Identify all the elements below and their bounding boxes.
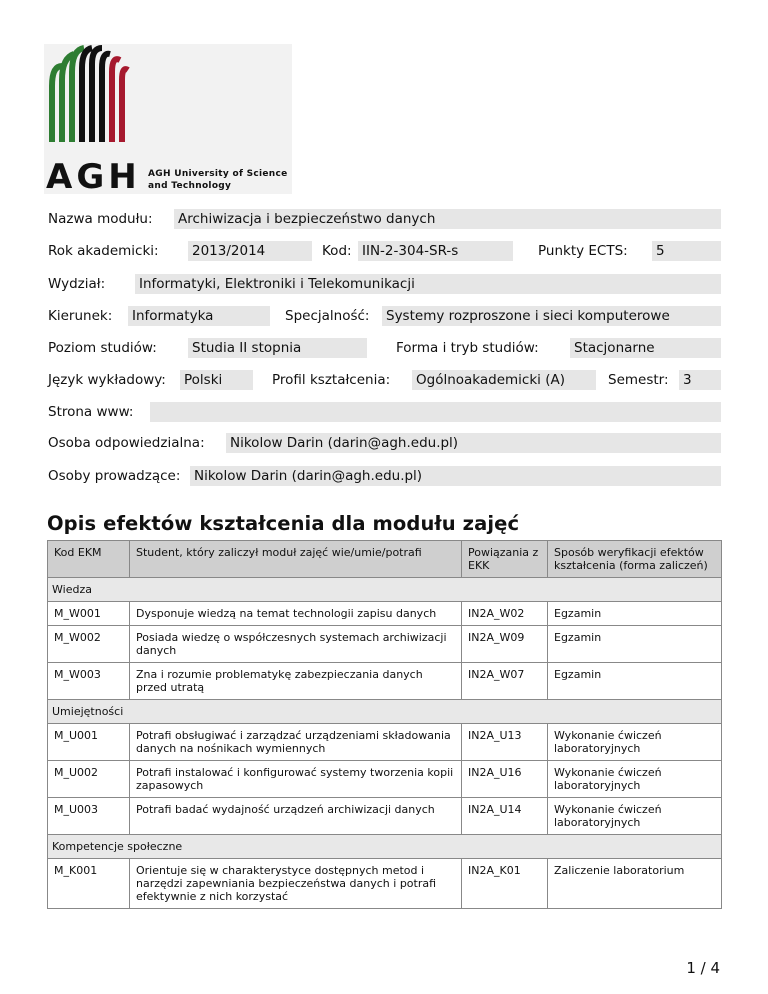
header-sposob: Sposób weryfikacji efektów kształcenia (forma zaliczeń) xyxy=(548,541,722,578)
cell-powiazania: IN2A_W09 xyxy=(462,626,548,663)
prowadzace-value: Nikolow Darin (darin@agh.edu.pl) xyxy=(190,466,721,486)
cell-kod: M_W001 xyxy=(48,602,130,626)
rok-label: Rok akademicki: xyxy=(48,243,159,259)
cell-powiazania: IN2A_U13 xyxy=(462,724,548,761)
wydzial-value: Informatyki, Elektroniki i Telekomunikacji xyxy=(135,274,721,294)
cell-opis: Orientuje się w charakterystyce dostępnych metod i narzędzi zapewniania bezpieczeństwa danych i potrafi efektywnie z nich korzystać xyxy=(130,859,462,909)
cell-opis: Potrafi obsługiwać i zarządzać urządzeniami składowania danych na nośnikach wymiennych xyxy=(130,724,462,761)
forma-label: Forma i tryb studiów: xyxy=(396,340,539,356)
table-row xyxy=(48,663,722,700)
effects-table xyxy=(47,540,722,909)
kierunek-label: Kierunek: xyxy=(48,308,113,324)
www-label: Strona www: xyxy=(48,404,134,420)
cell-kod: M_K001 xyxy=(48,859,130,909)
cell-kod: M_U003 xyxy=(48,798,130,835)
specjalnosc-label: Specjalność: xyxy=(285,308,370,324)
logo-mark xyxy=(52,48,128,142)
logo-abbr: AGH xyxy=(46,157,141,194)
logo-university-line1: AGH University of Science xyxy=(148,169,288,179)
header-kod: Kod EKM xyxy=(48,541,130,578)
kierunek-value: Informatyka xyxy=(128,306,270,326)
header-student: Student, który zaliczył moduł zajęć wie/umie/potrafi xyxy=(130,541,462,578)
table-row xyxy=(48,859,722,909)
www-value xyxy=(150,402,721,422)
header-powiazania: Powiązania z EKK xyxy=(462,541,548,578)
rok-value: 2013/2014 xyxy=(188,241,312,261)
poziom-value: Studia II stopnia xyxy=(188,338,367,358)
nazwa-value: Archiwizacja i bezpieczeństwo danych xyxy=(174,209,721,229)
group-row-umiejetnosci xyxy=(48,700,722,724)
table-row xyxy=(48,602,722,626)
cell-powiazania: IN2A_U16 xyxy=(462,761,548,798)
cell-powiazania: IN2A_K01 xyxy=(462,859,548,909)
odpowiedzialna-label: Osoba odpowiedzialna: xyxy=(48,435,205,451)
ects-value: 5 xyxy=(652,241,721,261)
cell-sposob: Wykonanie ćwiczeń laboratoryjnych xyxy=(548,724,722,761)
cell-opis: Potrafi instalować i konfigurować systemy tworzenia kopii zapasowych xyxy=(130,761,462,798)
agh-logo xyxy=(44,44,292,194)
specjalnosc-value: Systemy rozproszone i sieci komputerowe xyxy=(382,306,721,326)
cell-sposob: Wykonanie ćwiczeń laboratoryjnych xyxy=(548,761,722,798)
cell-powiazania: IN2A_U14 xyxy=(462,798,548,835)
jezyk-value: Polski xyxy=(180,370,253,390)
profil-value: Ogólnoakademicki (A) xyxy=(412,370,596,390)
table-row xyxy=(48,761,722,798)
group-row-wiedza xyxy=(48,578,722,602)
cell-opis: Potrafi badać wydajność urządzeń archiwizacji danych xyxy=(130,798,462,835)
logo-university-line2: and Technology xyxy=(148,181,232,191)
kod-value: IIN-2-304-SR-s xyxy=(358,241,513,261)
cell-kod: M_U001 xyxy=(48,724,130,761)
group-label: Umiejętności xyxy=(48,700,722,724)
ects-label: Punkty ECTS: xyxy=(538,243,628,259)
forma-value: Stacjonarne xyxy=(570,338,721,358)
jezyk-label: Język wykładowy: xyxy=(48,372,166,388)
cell-sposob: Egzamin xyxy=(548,602,722,626)
profil-label: Profil kształcenia: xyxy=(272,372,391,388)
cell-opis: Dysponuje wiedzą na temat technologii zapisu danych xyxy=(130,602,462,626)
cell-kod: M_W003 xyxy=(48,663,130,700)
table-row xyxy=(48,626,722,663)
cell-opis: Zna i rozumie problematykę zabezpieczania danych przed utratą xyxy=(130,663,462,700)
cell-sposob: Zaliczenie laboratorium xyxy=(548,859,722,909)
cell-kod: M_U002 xyxy=(48,761,130,798)
kod-label: Kod: xyxy=(322,243,352,259)
poziom-label: Poziom studiów: xyxy=(48,340,157,356)
nazwa-label: Nazwa modułu: xyxy=(48,211,153,227)
cell-powiazania: IN2A_W07 xyxy=(462,663,548,700)
odpowiedzialna-value: Nikolow Darin (darin@agh.edu.pl) xyxy=(226,433,721,453)
page-number: 1 / 4 xyxy=(686,959,720,977)
cell-kod: M_W002 xyxy=(48,626,130,663)
wydzial-label: Wydział: xyxy=(48,276,106,292)
table-row xyxy=(48,798,722,835)
table-row xyxy=(48,724,722,761)
semestr-label: Semestr: xyxy=(608,372,669,388)
cell-opis: Posiada wiedzę o współczesnych systemach archiwizacji danych xyxy=(130,626,462,663)
cell-sposob: Egzamin xyxy=(548,663,722,700)
group-row-kompetencje xyxy=(48,835,722,859)
semestr-value: 3 xyxy=(679,370,721,390)
prowadzace-label: Osoby prowadzące: xyxy=(48,468,181,484)
section-title: Opis efektów kształcenia dla modułu zajęć xyxy=(47,512,520,535)
group-label: Kompetencje społeczne xyxy=(48,835,722,859)
cell-sposob: Egzamin xyxy=(548,626,722,663)
cell-powiazania: IN2A_W02 xyxy=(462,602,548,626)
table-header-row xyxy=(48,541,722,578)
cell-sposob: Wykonanie ćwiczeń laboratoryjnych xyxy=(548,798,722,835)
group-label: Wiedza xyxy=(48,578,722,602)
